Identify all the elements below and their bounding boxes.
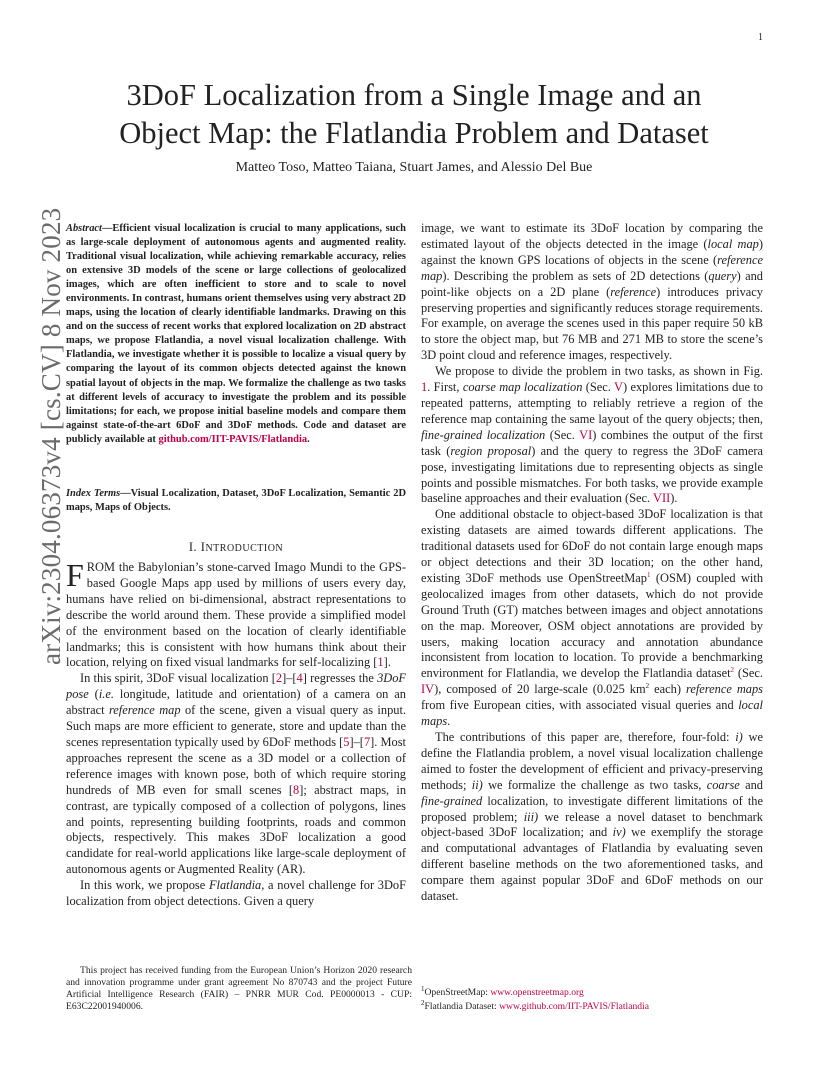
italic-run: i.e.: [98, 687, 114, 702]
section-link[interactable]: VII: [653, 491, 671, 506]
text-run: . First,: [427, 380, 463, 395]
italic-run: Flatlandia: [208, 878, 262, 893]
text-run: .: [447, 714, 451, 729]
text-run: (Sec.: [545, 427, 580, 442]
italic-run: coarse map localization: [462, 380, 583, 395]
text-run: ]. Most approaches represent the scene as a 3D model or a collection of reference images with known pose, both of which require storing hundreds of MB even for small scenes [: [66, 734, 406, 797]
text-run: ), composed of 20 large-scale (0.025 km: [434, 682, 646, 697]
text-run: ).: [670, 491, 678, 506]
text-run: and: [739, 777, 764, 792]
italic-run: local map: [707, 236, 759, 251]
intro-paragraph-3: [66, 878, 406, 910]
url-footnotes: [421, 986, 763, 1014]
text-run: from five European cities, with associated visual queries and: [421, 698, 739, 713]
italic-run: fine-grained localization: [421, 427, 546, 442]
text-run: (: [88, 687, 99, 702]
title-line-1: 3DoF Localization from a Single Image and an: [126, 78, 702, 112]
author-list: Matteo Toso, Matteo Taiana, Stuart James, and Alessio Del Bue: [235, 160, 593, 175]
text-run: We propose to divide the problem in two tasks, as shown in Fig.: [435, 364, 763, 379]
italic-run: 3DoF pose: [66, 671, 406, 702]
text-run: , a novel challenge for 3DoF localization from object detections. Given a query: [66, 878, 407, 909]
section-numeral: I.: [188, 540, 201, 554]
text-run: In this spirit, 3DoF visual localization [: [80, 671, 276, 686]
text-run: (OSM) coupled with geolocalized images from other datasets, which do not provide Ground Truth (GT) matches between images and object annotations on the map. Moreover, OSM object annotations are provided by users, making location accuracy and annotation abundance inconsistent from location to location. To provide a benchmarking environment for Flatlandia, we develop the Flatlandia dataset: [421, 570, 764, 681]
footnote-2: [421, 1000, 763, 1014]
index-terms-text: —Visual Localization, Dataset, 3DoF Localization, Semantic 2D maps, Maps of Objects.: [66, 488, 406, 514]
caps-word: ROM: [86, 560, 116, 574]
text-run: ].: [383, 655, 391, 670]
section-small-caps: NTRODUCTION: [205, 543, 284, 554]
footnote-marker[interactable]: 1: [646, 570, 651, 579]
code-link[interactable]: github.com/IIT-PAVIS/Flatlandia: [158, 433, 308, 445]
text-run: ) against the known GPS locations of objects in the scene (: [421, 236, 763, 267]
title-line-2: Object Map: the Flatlandia Problem and Dataset: [119, 116, 709, 150]
text-run: ) introduces privacy preserving properties and significantly reduces storage requirements. For example, on average the scenes used in this paper require 50 kB to store the object map, but 76 MB and 271 MB to store the scene’s 3D point cloud and reference images, respectively.: [421, 284, 763, 363]
funding-footnote: [66, 965, 412, 1013]
citation-link[interactable]: 8: [293, 782, 300, 797]
text-run: of the scene, given a visual query as input. Such maps are more efficient to generate, store and update than the scenes representation typically used by 6DoF methods [: [66, 703, 406, 749]
footnote-1: [421, 986, 763, 1000]
text-run: ]–[: [282, 671, 297, 686]
section-link[interactable]: IV: [421, 682, 435, 697]
dataset-link[interactable]: www.github.com/IIT-PAVIS/Flatlandia: [499, 1001, 649, 1012]
section-heading-introduction: [66, 540, 406, 555]
text-run: (Sec.: [582, 380, 615, 395]
text-run: The contributions of this paper are, therefore, four-fold:: [435, 730, 736, 744]
text-run: we define the Flatlandia problem, a novel visual localization challenge aimed to foster the development of efficient and privacy-preserving methods;: [421, 730, 763, 792]
index-terms: [66, 487, 406, 515]
footnote-number: 1: [421, 984, 425, 993]
right-paragraph-4: [421, 730, 763, 905]
funding-text: This project has received funding from the European Union’s Horizon 2020 research and innovation programme under grant agreement No 870743 and the project Future Artificial Intelligence Research (FAIR) – PNRR MUR Cod. PE0000013 - CUP: E63C22001940006.: [66, 965, 412, 1012]
text-run: ) combines the output of the first task (: [421, 427, 763, 458]
abstract: [66, 222, 406, 447]
italic-run: iv): [612, 825, 626, 840]
intro-paragraph-1: [66, 557, 406, 671]
italic-run: query: [708, 268, 737, 283]
citation-link[interactable]: 7: [363, 734, 371, 749]
italic-run: reference map: [108, 703, 181, 718]
text-run: ]; abstract maps, in contrast, are typically composed of a collection of polygons, lines and points, representing building footprints, roads and common objects, respectively. This makes 3DoF localization a good candidate for real-world applications like large-scale deployment of autonomous agents or Augmented Reality (AR).: [66, 782, 407, 877]
right-paragraph-2: [421, 364, 763, 507]
text-run: we exemplify the storage and computational advantages of Flatlandia by evaluating seven different baseline methods on the two aforementioned tasks, and compare them against popular 3DoF and 6DoF methods on our dataset.: [421, 825, 763, 904]
abstract-label: Abstract: [66, 223, 102, 234]
page-number: 1: [758, 32, 763, 43]
footnote-marker[interactable]: 2: [730, 666, 735, 675]
italic-run: coarse: [706, 777, 740, 792]
italic-run: fine-grained: [421, 793, 483, 808]
section-link[interactable]: V: [614, 380, 623, 395]
italic-run: local maps: [421, 698, 763, 729]
right-paragraph-3: [421, 507, 763, 730]
citation-link[interactable]: 4: [296, 671, 303, 686]
figure-link[interactable]: 1: [421, 380, 428, 395]
right-column-body: [421, 221, 763, 905]
openstreetmap-link[interactable]: www.openstreetmap.org: [490, 987, 584, 998]
section-initial: I: [200, 540, 206, 554]
text-run: the Babylonian’s stone-carved Imago Mundi to the GPS-based Google Maps app used by millions of users every day, humans have relied on bi-dimensional, abstract representations to describe the world around them. These provide a simplified model of the environment based on the location of clearly identifiable landmarks; this is consistent with how humans think about their location, relying on fixed visual landmarks for self-localizing [: [66, 560, 406, 670]
abstract-text: —Efficient visual localization is crucial to many applications, such as large-scale deployment of autonomous agents and augmented reality. Traditional visual localization, while achieving remarkable accuracy, relies on extensive 3D models of the scene or large collections of geolocalized images, which are often inefficient to store and to scale to novel environments. In contrast, humans orient themselves using very abstract 2D maps, using the location of clearly identifiable landmarks. Drawing on this and on the success of recent works that explored localization on 2D abstract maps, we propose Flatlandia, a novel visual localization challenge. With Flatlandia, we investigate whether it is possible to localize a visual query by comparing the layout of its common objects detected against the known spatial layout of objects in the map. We formalize the challenge as two tasks at different levels of accuracy to investigate the problem and its possible limitations; for each, we propose initial baseline models and compare them against state-of-the-art 6DoF and 3DoF methods. Code and dataset are publicly available at: [66, 223, 406, 445]
text-run: One additional obstacle to object-based 3DoF localization is that existing datasets are aimed towards different applications. The traditional datasets used for 6DoF do not contain large enough maps or object detections and their 3D location; on the other hand, existing 3DoF methods use OpenStreetMap: [421, 507, 763, 585]
text-run: ). Describing the problem as sets of 2D detections (: [442, 268, 709, 283]
footnote-label: Flatlandia Dataset:: [424, 1001, 500, 1012]
citation-link[interactable]: 5: [343, 734, 350, 749]
drop-cap: F: [66, 557, 84, 593]
left-column-body: [66, 557, 407, 910]
intro-paragraph-2: [66, 671, 406, 878]
text-run: localization, to investigate different limitations of the proposed problem;: [421, 793, 763, 824]
citation-link[interactable]: 2: [275, 671, 283, 686]
italic-run: i): [735, 730, 743, 744]
italic-run: region proposal: [450, 443, 532, 458]
text-run: ]–[: [349, 734, 364, 749]
footnote-number: 2: [421, 998, 425, 1007]
text-run: ) and the query to regress the 3DoF camera pose, investigating limitations due to representing objects as single points and possible mismatches. For both tasks, we provide example baseline approaches and their evaluation (Sec.: [421, 443, 763, 506]
text-run: ) explores limitations due to repeated patterns, attempting to reliably retrieve a region of the reference map containing the same layout of the query objects; then,: [421, 380, 763, 426]
italic-run: reference: [610, 284, 657, 299]
italic-run: ii): [471, 777, 483, 792]
abstract-end: .: [307, 433, 310, 445]
text-run: each): [649, 682, 686, 697]
italic-run: reference map: [421, 252, 763, 283]
text-run: ) and point-like objects on a 2D plane (: [421, 268, 763, 299]
superscript: 2: [645, 682, 650, 691]
text-run: image, we want to estimate its 3DoF location by comparing the estimated layout of the objects detected in the image (: [421, 221, 763, 251]
index-terms-label: Index Terms: [66, 488, 121, 499]
text-run: ] regresses the: [302, 671, 378, 686]
italic-run: reference maps: [685, 682, 764, 697]
text-run: In this work, we propose: [80, 878, 209, 893]
text-run: (Sec.: [734, 666, 763, 681]
text-run: longitude, latitude and orientation) of a camera on an abstract: [66, 687, 406, 718]
citation-link[interactable]: 1: [377, 655, 384, 670]
footnote-label: OpenStreetMap:: [424, 987, 491, 998]
section-link[interactable]: VI: [579, 427, 593, 442]
arxiv-identifier-stamp: arXiv:2304.06373v4 [cs.CV] 8 Nov 2023: [36, 207, 66, 665]
paper-title: [60, 76, 768, 152]
text-run: we release a novel dataset to benchmark object-based 3DoF localization; and: [421, 809, 763, 840]
italic-run: iii): [523, 809, 539, 824]
text-run: we formalize the challenge as two tasks,: [482, 777, 707, 792]
right-paragraph-1: [421, 221, 763, 364]
